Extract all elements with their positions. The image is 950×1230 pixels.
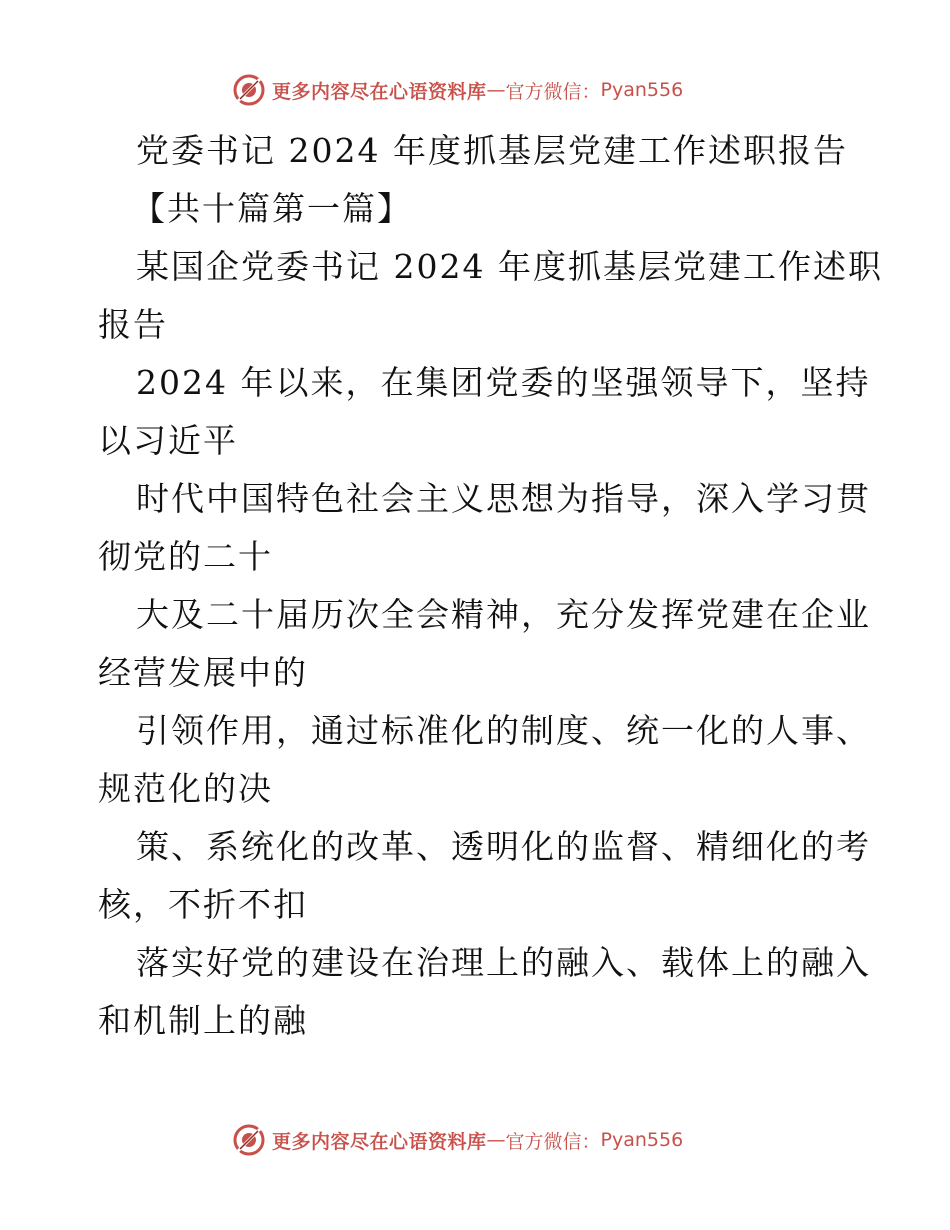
header-watermark	[232, 72, 752, 108]
text-line: 党委书记 2024 年度抓基层党建工作述职报告	[136, 131, 848, 170]
text-line: 以习近平	[98, 421, 238, 460]
text-line: 某国企党委书记 2024 年度抓基层党建工作述职	[136, 247, 883, 286]
watermark-promo-text: 更多内容尽在心语资料库	[272, 1130, 487, 1153]
brand-logo-icon	[232, 73, 266, 107]
text-line: 经营发展中的	[98, 653, 308, 692]
text-line: 报告	[98, 305, 168, 344]
document-body	[98, 122, 883, 1050]
text-line: 核，不折不扣	[98, 885, 308, 924]
watermark-contact-label: 官方微信：	[505, 1130, 601, 1153]
text-line: 时代中国特色社会主义思想为指导，深入学习贯	[136, 479, 871, 518]
text-line: 【共十篇第一篇】	[132, 189, 412, 228]
text-line: 引领作用，通过标准化的制度、统一化的人事、	[136, 711, 871, 750]
watermark-handle: Pyan556	[600, 79, 684, 101]
brand-logo-icon	[232, 1123, 266, 1157]
footer-watermark	[232, 1122, 752, 1158]
text-line: 和机制上的融	[98, 1001, 308, 1040]
watermark-promo-text: 更多内容尽在心语资料库	[272, 80, 487, 103]
watermark-handle: Pyan556	[600, 1129, 684, 1151]
text-line: 2024 年以来，在集团党委的坚强领导下，坚持	[136, 363, 871, 402]
text-line: 大及二十届历次全会精神，充分发挥党建在企业	[136, 595, 871, 634]
watermark-separator: —	[486, 1129, 506, 1151]
text-line: 彻党的二十	[98, 537, 273, 576]
watermark-separator: —	[486, 79, 506, 101]
text-line: 规范化的决	[98, 769, 273, 808]
watermark-contact-label: 官方微信：	[505, 80, 601, 103]
text-line: 策、系统化的改革、透明化的监督、精细化的考	[136, 827, 871, 866]
text-line: 落实好党的建设在治理上的融入、载体上的融入	[136, 943, 871, 982]
